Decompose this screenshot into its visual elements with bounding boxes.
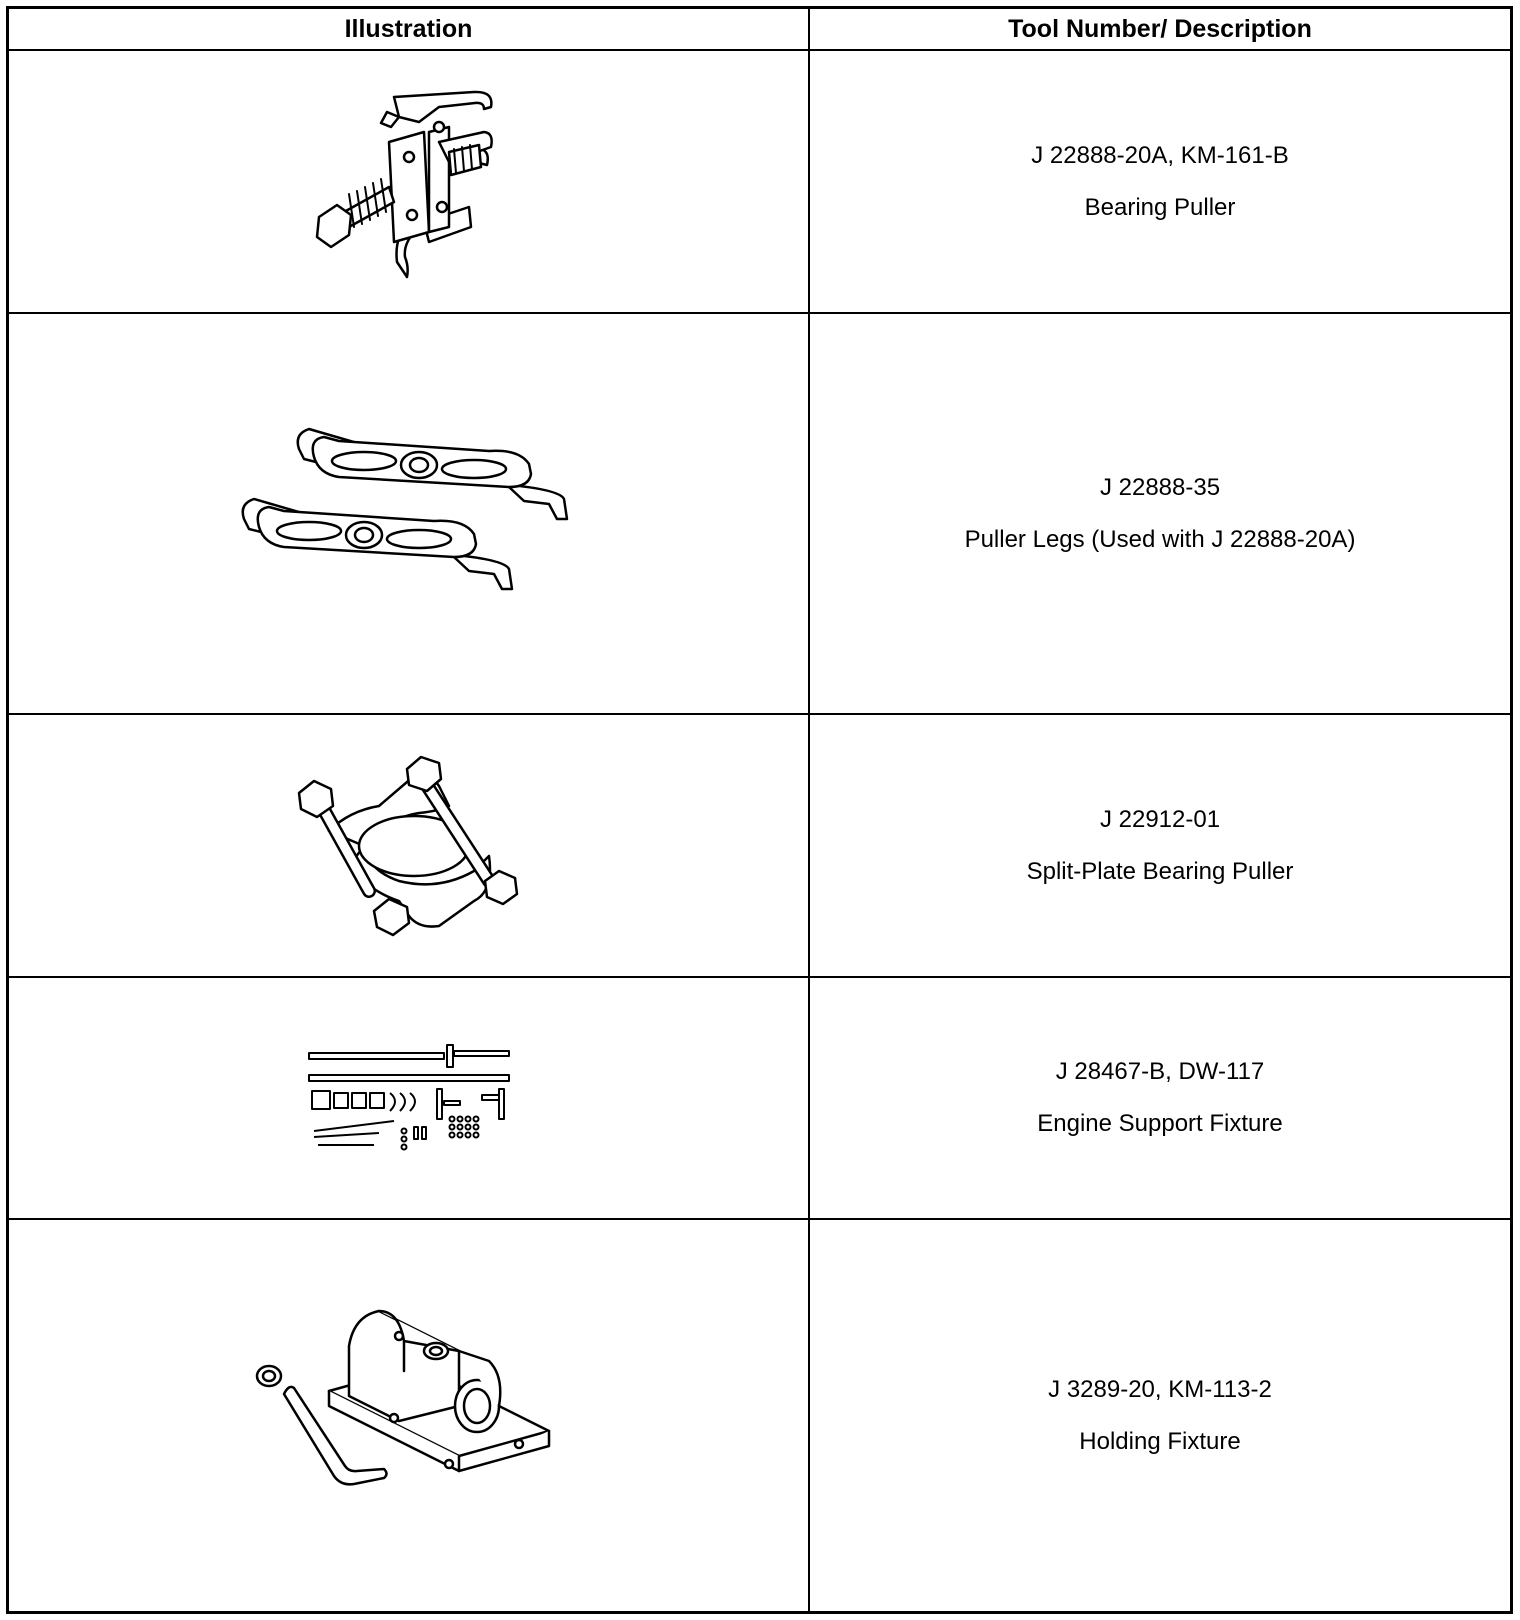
header-tool-description: Tool Number/ Description	[1008, 14, 1312, 43]
table-row-tool-cell	[810, 978, 1510, 1218]
bearing-puller-icon	[299, 77, 519, 287]
tool-table	[6, 6, 1513, 1614]
tool-description: Split-Plate Bearing Puller	[1026, 857, 1294, 885]
table-row-illustration	[9, 314, 808, 713]
header-tool-cell	[810, 9, 1510, 49]
table-row-illustration	[9, 51, 808, 312]
engine-support-fixture-icon	[304, 1041, 514, 1156]
tool-number: J 22888-20A, KM-161-B	[1031, 141, 1289, 169]
table-row-illustration	[9, 1220, 808, 1611]
table-row-tool-cell	[810, 715, 1510, 976]
header-illustration: Illustration	[344, 14, 473, 43]
table-row-tool-cell	[810, 314, 1510, 713]
table-row-illustration	[9, 715, 808, 976]
tool-number: J 22912-01	[1099, 805, 1221, 833]
table-row-tool-cell	[810, 1220, 1510, 1611]
holding-fixture-icon	[249, 1306, 569, 1526]
tool-description: Engine Support Fixture	[1037, 1110, 1283, 1137]
tool-number: J 28467-B, DW-117	[1055, 1058, 1265, 1085]
tool-description: Holding Fixture	[1079, 1427, 1241, 1455]
table-row-illustration	[9, 978, 808, 1218]
table-row-tool-cell	[810, 51, 1510, 312]
split-plate-bearing-puller-icon	[289, 751, 529, 941]
tool-number: J 3289-20, KM-113-2	[1048, 1375, 1272, 1403]
tool-number: J 22888-35	[1099, 473, 1221, 501]
tool-description: Puller Legs (Used with J 22888-20A)	[964, 525, 1356, 553]
header-illustration-cell	[9, 9, 808, 49]
puller-legs-icon	[239, 419, 579, 609]
tool-description: Bearing Puller	[1084, 193, 1236, 221]
